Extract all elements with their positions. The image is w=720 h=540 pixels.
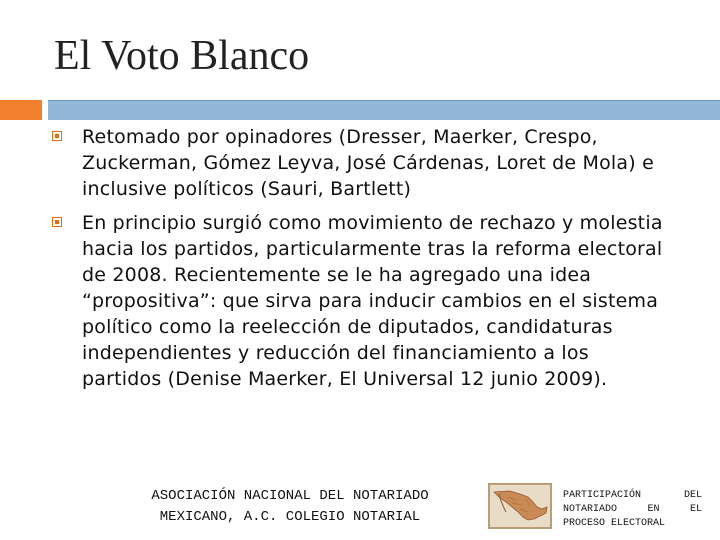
square-bullet-icon xyxy=(52,131,62,141)
bullet-item xyxy=(52,124,672,202)
footer-org-line: ASOCIACIÓN NACIONAL DEL NOTARIADO xyxy=(151,488,429,504)
footer-event-line: PARTICIPACIÓN DEL xyxy=(563,490,702,501)
square-bullet-icon xyxy=(52,217,62,227)
slide-title: El Voto Blanco xyxy=(54,33,310,79)
footer-org-line: MEXICANO, A.C. COLEGIO NOTARIAL xyxy=(159,509,421,525)
bullet-text: En principio surgió como movimiento de rechazo y molestia hacia los partidos, particularmente tras la reforma electoral de 2008. Recientemente se le ha agregado una idea “propositiva”: que sirva para inducir cambios en el sistema político como la reelección de diputados, candidaturas independientes y reducción del financiamiento a los partidos (Denise Maerker, El Universal 12 junio 2009). xyxy=(82,212,663,390)
footer-event-line: NOTARIADO EN EL xyxy=(563,504,702,515)
title-rule-blue xyxy=(48,100,720,120)
footer-event-line: PROCESO ELECTORAL xyxy=(563,518,666,529)
footer-organization xyxy=(108,486,472,528)
bullet-list xyxy=(52,124,672,400)
footer-event xyxy=(563,489,702,531)
title-rule-orange xyxy=(0,100,42,120)
title-rule-blue-edge xyxy=(48,100,720,101)
mexico-map-icon xyxy=(488,483,552,529)
bullet-text: Retomado por opinadores (Dresser, Maerker, Crespo, Zuckerman, Gómez Leyva, José Cárdenas, Loret de Mola) e inclusive políticos (Sauri, Bartlett) xyxy=(82,126,654,200)
bullet-item xyxy=(52,210,672,392)
mexico-map-graphic xyxy=(490,485,550,527)
